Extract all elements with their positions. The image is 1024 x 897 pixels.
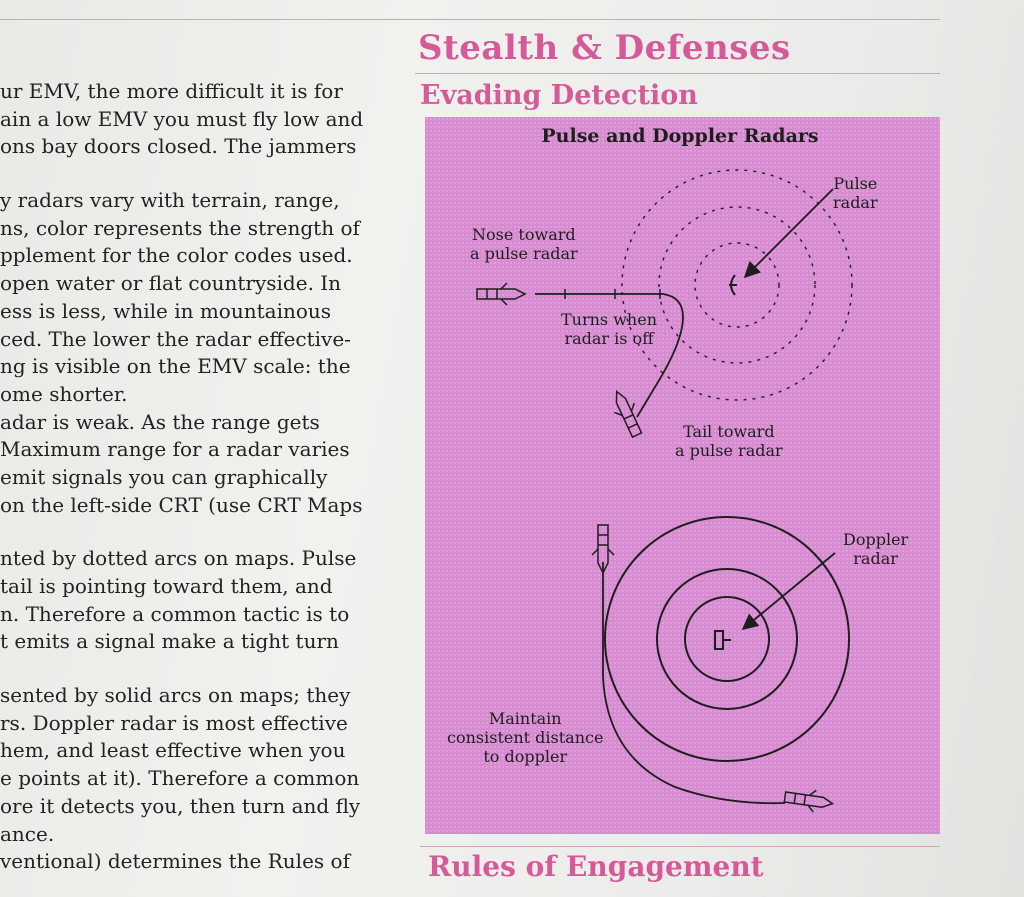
top-rule	[0, 19, 940, 20]
body-line: y radars vary with terrain, range,	[0, 188, 340, 213]
label-tail-toward: Tail toward a pulse radar	[675, 422, 783, 460]
body-line: ore it detects you, then turn and fly	[0, 793, 361, 818]
body-line: ess is less, while in mountainous	[0, 298, 332, 323]
paragraph-gap	[0, 161, 400, 187]
body-line: ventional) determines the Rules of	[0, 849, 350, 874]
body-line: ain a low EMV you must fly low and	[0, 106, 364, 131]
body-line: ome shorter.	[0, 381, 128, 406]
page-title: Stealth & Defenses	[418, 28, 791, 68]
paragraph-gap	[0, 656, 400, 682]
body-line: ance.	[0, 821, 55, 846]
body-line: emit signals you can graphically	[0, 464, 328, 489]
body-line: t emits a signal make a tight turn	[0, 629, 339, 654]
aircraft-icon	[607, 387, 647, 440]
label-turns-when: Turns when radar is off	[561, 310, 657, 348]
paragraph-gap	[0, 519, 400, 545]
aircraft-icon	[783, 786, 834, 814]
label-nose-toward: Nose toward a pulse radar	[470, 225, 578, 263]
body-line: ng is visible on the EMV scale: the	[0, 354, 351, 379]
section-title-evading-detection: Evading Detection	[420, 80, 698, 111]
label-doppler-radar: Doppler radar	[843, 530, 909, 568]
body-line: sented by solid arcs on maps; they	[0, 683, 351, 708]
label-maintain-distance: Maintain consistent distance to doppler	[447, 709, 604, 766]
body-line: nted by dotted arcs on maps. Pulse	[0, 546, 357, 571]
body-text-column	[0, 78, 400, 876]
body-line: ur EMV, the more difficult it is for	[0, 79, 343, 103]
body-line: n. Therefore a common tactic is to	[0, 601, 350, 626]
body-line: hem, and least effective when you	[0, 738, 346, 763]
radar-diagram-panel	[425, 117, 940, 834]
section-title-rules-of-engagement: Rules of Engagement	[428, 850, 764, 883]
figure-title: Pulse and Doppler Radars	[541, 125, 819, 147]
body-line: Maximum range for a radar varies	[0, 437, 350, 462]
body-line: ns, color represents the strength of	[0, 215, 360, 240]
title-rule	[415, 73, 940, 74]
body-line: on the left-side CRT (use CRT Maps	[0, 492, 363, 517]
doppler-radar-site-icon	[715, 631, 723, 649]
doppler-radar-pointer	[743, 553, 835, 629]
body-line: ced. The lower the radar effective-	[0, 326, 351, 351]
body-line: rs. Doppler radar is most effective	[0, 710, 348, 735]
body-line: ons bay doors closed. The jammers	[0, 134, 357, 159]
label-pulse-radar: Pulse radar	[833, 174, 878, 212]
body-line: tail is pointing toward them, and	[0, 574, 333, 598]
body-line: open water or flat countryside. In	[0, 271, 342, 296]
bottom-rule	[420, 846, 940, 847]
aircraft-icon	[477, 283, 525, 305]
body-line: e points at it). Therefore a common	[0, 766, 360, 791]
body-line: pplement for the color codes used.	[0, 243, 353, 268]
body-line: adar is weak. As the range gets	[0, 409, 320, 434]
doppler-flight-path	[603, 562, 785, 803]
pulse-radar-pointer	[745, 189, 833, 277]
